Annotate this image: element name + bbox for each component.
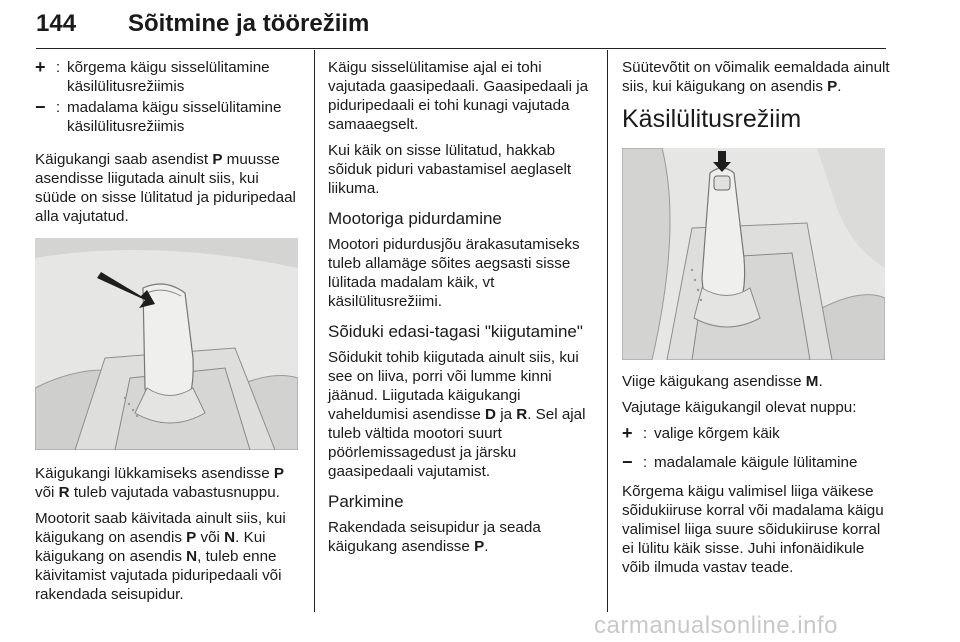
page-number: 144 (36, 10, 77, 37)
paragraph: Käigukangi lükkamiseks asendisse P või R tuleb vajutada vabastusnuppu. (35, 465, 285, 501)
paragraph: Viige käigukang asendisse M. (622, 373, 823, 390)
paragraph: Mootorit saab käivitada ainult siis, kui käigukang on asendis P või N. Kui käigukang on asendis N, tuleb enne käivitamist vajutada piduripedaali või rakendada seisupidur. (35, 510, 286, 603)
gear-lever-illustration (35, 238, 298, 450)
plus-icon: + (35, 57, 46, 77)
plus-description: kõrgema käigu sisselülitamine käsilülitusrežiimis (67, 59, 270, 95)
column-divider (607, 50, 608, 612)
heading-rocking: Sõiduki edasi-tagasi "kiigutamine" (328, 322, 583, 341)
page-header (36, 6, 886, 48)
plus-definition: + : kõrgema käigu sisselülitamine käsilülitusrežiimis (35, 58, 300, 96)
plus-icon: + (622, 423, 633, 443)
gear-lever-release-button-drawing (35, 238, 298, 450)
paragraph: Kõrgema käigu valimisel liiga väikese sõidukiiruse korral või madalama käigu valimisel liiga suure sõidukiiruse korral ei lülitu käik sisse. Juhi infonäidikule võib ilmuda vastav teade. (622, 483, 884, 576)
minus-definition: − : madalama käigu sisselülitamine käsilülitusrežiimis (35, 98, 300, 136)
heading-engine-braking: Mootoriga pidurdamine (328, 209, 502, 228)
paragraph: Kui käik on sisse lülitatud, hakkab sõiduk piduri vabastamisel aeglaselt liikuma. (328, 142, 572, 197)
heading-parking: Parkimine (328, 492, 404, 511)
plus-definition: + : valige kõrgem käik (622, 424, 890, 443)
minus-definition: − : madalamale käigule lülitamine (622, 453, 890, 472)
minus-icon: − (35, 97, 46, 117)
gear-lever-manual-mode-drawing (622, 148, 885, 360)
paragraph: Käigukangi saab asendist P muusse asendisse liigutada ainult siis, kui süüde on sisse lülitatud ja piduripedaal alla vajutatud. (35, 151, 296, 225)
paragraph: Käigu sisselülitamise ajal ei tohi vajutada gaasipedaali. Gaasipedaali ja piduripedaali ei tohi kunagi vajutada samaaegselt. (328, 59, 589, 133)
paragraph: Rakendada seisupidur ja seada käigukang asendisse P. (328, 519, 541, 555)
page-title: Sõitmine ja töörežiim (128, 10, 370, 37)
plus-description: valige kõrgem käik (654, 425, 780, 442)
paragraph: Süütevõtit on võimalik eemaldada ainult siis, kui käigukang on asendis P. (622, 59, 890, 95)
header-rule (36, 48, 886, 49)
minus-icon: − (622, 452, 633, 472)
paragraph: Mootori pidurdusjõu ärakasutamiseks tuleb allamäge sõites aegsasti sisse lülitada madalam käik, vt käsilülitusrežiimi. (328, 236, 580, 310)
column-divider (314, 50, 315, 612)
manual-shift-illustration (622, 148, 885, 360)
column-right (622, 58, 890, 584)
column-middle (328, 58, 596, 563)
column-left (35, 58, 300, 611)
minus-description: madalamale käigule lülitamine (654, 454, 858, 471)
heading-manual-mode: Käsilülitusrežiim (622, 105, 802, 133)
paragraph: Sõidukit tohib kiigutada ainult siis, kui see on liiva, porri või lumme kinni jäänud. Liigutada käigukangi vaheldumisi asendisse D ja R. Sel ajal tuleb vältida mootori suurt pöörlemissagedust ja järsku gaasipedaali vajutamist. (328, 349, 586, 480)
watermark: carmanualsonline.info (594, 612, 838, 639)
paragraph: Vajutage käigukangil olevat nuppu: (622, 399, 857, 416)
minus-description: madalama käigu sisselülitamine käsilülitusrežiimis (67, 99, 282, 135)
